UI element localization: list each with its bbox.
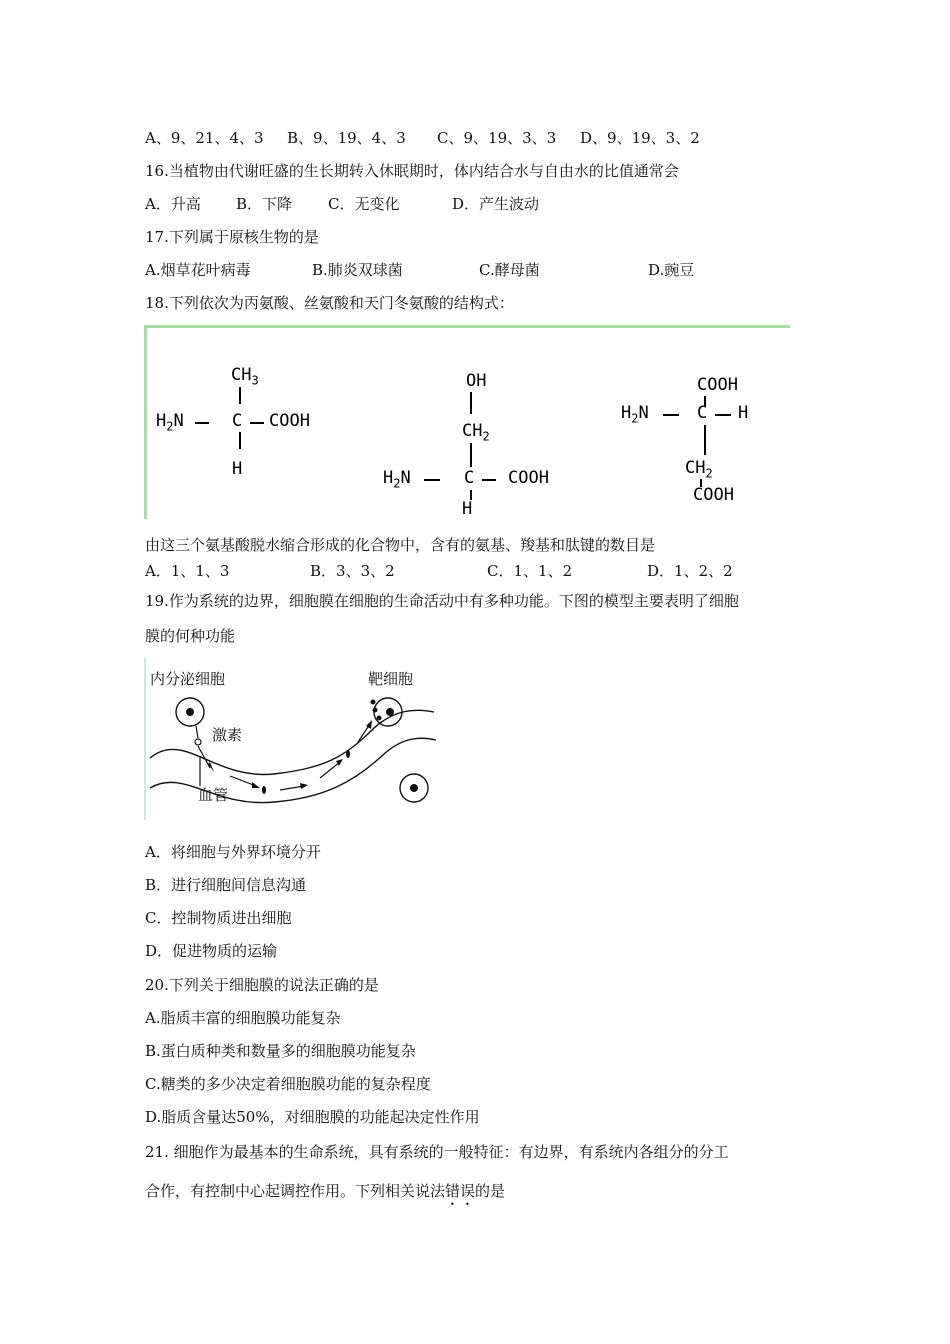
q20-option-b: B.蛋白质种类和数量多的细胞膜功能复杂 (145, 1042, 416, 1060)
serine-hydroxyl-group: OH (466, 371, 487, 391)
aspartate-methylene-group: $CH_2$ (685, 458, 713, 481)
aspartate-alpha-carbon: C (697, 403, 708, 423)
serine-carboxyl-group: COOH (508, 468, 549, 488)
hormone-signaling-figure (144, 658, 444, 820)
q18-option-b: B．3、3、2 (310, 562, 395, 580)
figure-top-border (144, 325, 790, 328)
aspartate-bond-right (715, 414, 731, 416)
q20-option-c: C.糖类的多少决定着细胞膜功能的复杂程度 (145, 1075, 431, 1093)
hormone-path-3 (280, 786, 304, 790)
q18-option-a: A．1、1、3 (145, 562, 230, 580)
amino-acid-structure-figure (144, 325, 790, 519)
receptor-dot-1 (371, 700, 376, 705)
aspartate-bond-left (663, 414, 679, 416)
q15-option-b: B、9、19、4、3 (287, 129, 406, 147)
hormone-molecule-1 (262, 786, 266, 794)
aspartate-amino-group: $H_2N$ (621, 403, 649, 426)
q19-stem-line1: 19.作为系统的边界，细胞膜在细胞的生命活动中有多种功能。下图的模型主要表明了细胞 (145, 592, 739, 610)
q18-option-c: C．1、1、2 (487, 562, 573, 580)
alanine-bond-left (195, 422, 209, 424)
arrowhead-2 (252, 782, 260, 788)
serine-alpha-carbon: C (464, 468, 475, 488)
q18-stem: 18.下列依次为丙氨酸、丝氨酸和天门冬氨酸的结构式： (145, 294, 514, 312)
q17-option-b: B.肺炎双球菌 (312, 261, 403, 279)
q21-emphasis-word: 错误 (445, 1182, 476, 1200)
alanine-bond-top (239, 387, 241, 404)
serine-bond-mid (470, 443, 472, 467)
q18-option-d: D．1、2、2 (647, 562, 733, 580)
q15-option-d: D、9、19、3、2 (580, 129, 700, 147)
q18-question: 由这三个氨基酸脱水缩合形成的化合物中，含有的氨基、羧基和肽键的数目是 (145, 536, 656, 554)
q19-option-d: D．促进物质的运输 (145, 942, 278, 960)
endocrine-cell-nucleus (186, 708, 194, 716)
serine-amino-group: $H_2N$ (383, 468, 411, 491)
alanine-carboxyl-group: COOH (269, 411, 310, 431)
q21-stem-post: 的是 (475, 1182, 506, 1200)
q19-stem-line2: 膜的何种功能 (145, 627, 236, 645)
q16-option-a: A．升高 (145, 195, 201, 213)
q15-option-c: C、9、19、3、3 (437, 129, 557, 147)
target-cell-label: 靶细胞 (368, 670, 414, 688)
endocrine-cell-label: 内分泌细胞 (150, 670, 226, 688)
blood-vessel-label: 血管 (198, 786, 229, 804)
hormone-path-4 (320, 762, 340, 778)
aspartate-bottom-carboxyl: COOH (693, 485, 734, 505)
q17-option-d: D.豌豆 (648, 261, 695, 279)
serine-methylene-group: $CH_2$ (462, 421, 490, 444)
aspartate-top-carboxyl: COOH (697, 375, 738, 395)
alanine-bond-bottom (239, 432, 241, 449)
secretion-line (196, 726, 198, 738)
q19-option-c: C．控制物质进出细胞 (145, 909, 292, 927)
q21-stem-pre: 合作，有控制中心起调控作用。下列相关说法 (145, 1182, 446, 1200)
q21-stem-line1: 21. 细胞作为最基本的生命系统，具有系统的一般特征：有边界，有系统内各组分的分工 (145, 1143, 729, 1161)
aspartate-hydrogen: H (738, 403, 749, 423)
serine-hydrogen: H (462, 499, 473, 519)
alanine-bond-right (250, 422, 264, 424)
q19-option-b: B．进行细胞间信息沟通 (145, 876, 307, 894)
q20-option-d: D.脂质含量达50%，对细胞膜的功能起决定性作用 (145, 1108, 480, 1126)
hormone-label: 激素 (212, 726, 243, 744)
serine-bond-right (482, 479, 496, 481)
q15-option-a: A、9、21、4、3 (145, 129, 264, 147)
figure-left-border (144, 325, 147, 519)
alanine-hydrogen: H (232, 459, 243, 479)
other-cell-nucleus (410, 784, 418, 792)
hormone-molecule-2 (346, 750, 350, 758)
alanine-alpha-carbon: C (232, 411, 243, 431)
receptor-dot-2 (373, 708, 378, 713)
q17-stem: 17.下列属于原核生物的是 (145, 228, 319, 246)
target-cell-nucleus (386, 708, 394, 716)
q16-stem: 16.当植物由代谢旺盛的生长期转入休眠期时，体内结合水与自由水的比值通常会 (145, 162, 679, 180)
q20-stem: 20.下列关于细胞膜的说法正确的是 (145, 976, 379, 994)
q16-option-b: B．下降 (236, 195, 293, 213)
q16-option-c: C．无变化 (328, 195, 400, 213)
serine-bond-left (424, 479, 440, 481)
q21-stem-line2 (145, 1181, 505, 1209)
alanine-amino-group: $H_2N$ (156, 411, 184, 434)
q16-option-d: D．产生波动 (452, 195, 540, 213)
q17-option-a: A.烟草花叶病毒 (145, 261, 251, 279)
alanine-top-group: $CH_3$ (231, 365, 259, 388)
arrowhead-3 (300, 783, 308, 789)
vessel-upper-wall (150, 710, 434, 774)
hormone-vesicle (195, 739, 201, 745)
receptor-dot-3 (377, 716, 382, 721)
q19-option-a: A．将细胞与外界环境分开 (145, 843, 321, 861)
serine-bond-top (470, 392, 472, 414)
q20-option-a: A.脂质丰富的细胞膜功能复杂 (145, 1009, 341, 1027)
vessel-lower-wall (150, 738, 436, 802)
aspartate-bond-mid (704, 425, 706, 455)
q17-option-c: C.酵母菌 (479, 261, 540, 279)
